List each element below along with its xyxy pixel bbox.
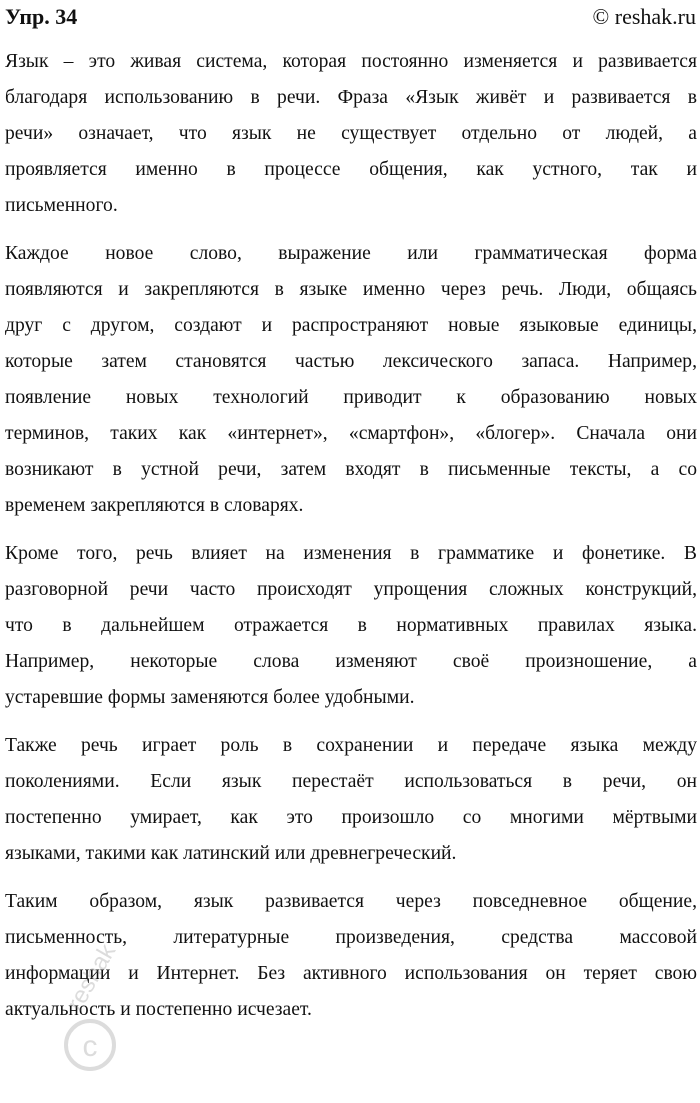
text-line: информации и Интернет. Без активного использования он теряет свою bbox=[5, 963, 697, 984]
text-line: терминов, таких как «интернет», «смартфон», «блогер». Сначала они bbox=[5, 423, 697, 444]
text-line: что в дальнейшем отражается в нормативных правилах языка. bbox=[5, 615, 697, 636]
text-line: поколениями. Если язык перестаёт использоваться в речи, он bbox=[5, 771, 697, 792]
text-line: письменного. bbox=[5, 195, 118, 216]
text-line: появление новых технологий приводит к образованию новых bbox=[5, 387, 697, 408]
text-line: языками, такими как латинский или древнегреческий. bbox=[5, 843, 457, 864]
text-line: устаревшие формы заменяются более удобными. bbox=[5, 687, 415, 708]
paragraph bbox=[5, 884, 697, 1028]
text-line: Также речь играет роль в сохранении и передаче языка между bbox=[5, 735, 697, 756]
svg-text:reshak: reshak bbox=[61, 939, 122, 1016]
text-line: Язык – это живая система, которая постоянно изменяется и развивается bbox=[5, 51, 697, 72]
text-line: речи» означает, что язык не существует отдельно от людей, а bbox=[5, 123, 697, 144]
text-line: проявляется именно в процессе общения, как устного, так и bbox=[5, 159, 697, 180]
exercise-title: Упр. 34 bbox=[5, 4, 78, 29]
text-line: появляются и закрепляются в языке именно через речь. Люди, общаясь bbox=[5, 279, 697, 300]
text-line: письменность, литературные произведения, средства массовой bbox=[5, 927, 697, 948]
copyright-label: © reshak.ru bbox=[592, 4, 696, 29]
text-line: возникают в устной речи, затем входят в письменные тексты, а со bbox=[5, 459, 697, 480]
text-line: временем закрепляются в словарях. bbox=[5, 495, 304, 516]
text-line: актуальность и постепенно исчезает. bbox=[5, 999, 312, 1020]
page-header bbox=[5, 0, 696, 34]
text-line: Таким образом, язык развивается через повседневное общение, bbox=[5, 891, 697, 912]
paragraph bbox=[5, 44, 697, 224]
text-line: Каждое новое слово, выражение или грамматическая форма bbox=[5, 243, 697, 264]
text-line: постепенно умирает, как это произошло со многими мёртвыми bbox=[5, 807, 697, 828]
text-line: друг с другом, создают и распространяют новые языковые единицы, bbox=[5, 315, 697, 336]
text-line: разговорной речи часто происходят упрощения сложных конструкций, bbox=[5, 579, 697, 600]
text-line: благодаря использованию в речи. Фраза «Язык живёт и развивается в bbox=[5, 87, 697, 108]
answer-text bbox=[5, 44, 697, 1040]
paragraph bbox=[5, 728, 697, 872]
svg-text:c: c bbox=[82, 1030, 98, 1063]
paragraph bbox=[5, 236, 697, 524]
text-line: Кроме того, речь влияет на изменения в грамматике и фонетике. В bbox=[5, 543, 697, 564]
paragraph bbox=[5, 536, 697, 716]
text-line: которые затем становятся частью лексического запаса. Например, bbox=[5, 351, 697, 372]
text-line: Например, некоторые слова изменяют своё произношение, а bbox=[5, 651, 697, 672]
